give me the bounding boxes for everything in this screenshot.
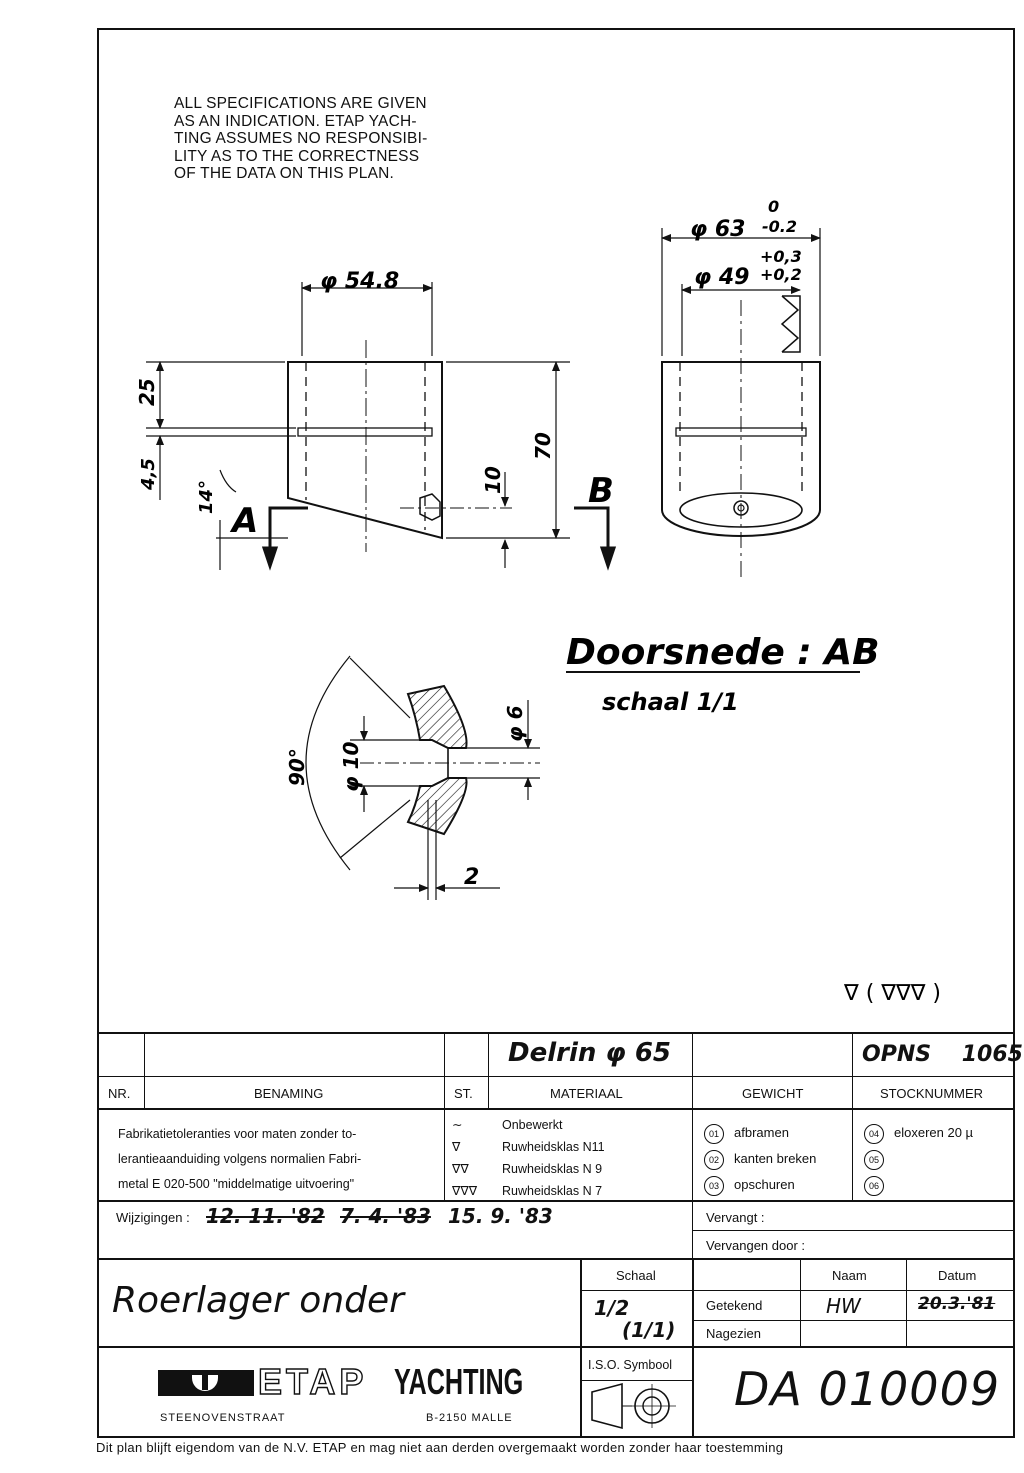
- wijziging-date-2: 7. 4. '83: [340, 1204, 431, 1228]
- dim-d63-upper: 0: [768, 197, 780, 216]
- section-scale: schaal 1/1: [602, 688, 739, 716]
- tolerance-note: Fabrikatietoleranties voor maten zonder to- lerantieaanduiding volgens normalien Fabri- metal E 020-500 "middelmatige uitvoering": [118, 1127, 362, 1191]
- vervangen-door-label: Vervangen door :: [706, 1238, 806, 1253]
- footer-notice: Dit plan blijft eigendom van de N.V. ETAP en mag niet aan derden overgemaakt worden zonder haar toestemming: [96, 1440, 784, 1455]
- dim-d54: φ 54.8: [320, 269, 400, 294]
- stock-value: OPNS 1065: [862, 1042, 1023, 1067]
- naam-label: Naam: [832, 1268, 867, 1283]
- header-nr: NR.: [108, 1086, 131, 1101]
- etap-wordmark: ETAP: [258, 1361, 368, 1402]
- getekend-datum: 20.3.'81: [918, 1294, 996, 1314]
- dim-h70: 70: [531, 432, 555, 460]
- section-label-a: A: [232, 501, 259, 541]
- side-view: [288, 340, 512, 552]
- schaal-value-2: (1/1): [622, 1318, 676, 1342]
- vervangt-label: Vervangt :: [706, 1210, 765, 1225]
- section-label-b: B: [588, 471, 614, 511]
- disclaimer-text: ALL SPECIFICATIONS ARE GIVEN AS AN INDICATION. ETAP YACH- TING ASSUMES NO RESPONSIBI- LITY AS TO THE CORRECTNESS OF THE DATA ON THIS PLAN.: [174, 95, 428, 182]
- dim-h45: 4,5: [138, 458, 159, 490]
- etap-logo-mark: [158, 1370, 254, 1396]
- datum-label: Datum: [938, 1268, 977, 1283]
- schaal-label: Schaal: [616, 1268, 656, 1283]
- dim-w2: 2: [464, 865, 480, 890]
- wijziging-date-1: 12. 11. '82: [206, 1204, 325, 1228]
- part-name: Roerlager onder: [112, 1280, 404, 1321]
- company-street: STEENOVENSTRAAT: [160, 1412, 286, 1424]
- header-st: ST.: [454, 1086, 473, 1101]
- schaal-value-1: 1/2: [594, 1296, 630, 1320]
- dim-d49: φ 49: [694, 265, 750, 290]
- drawing-number: DA 010009: [734, 1362, 1001, 1416]
- dim-h10: 10: [481, 466, 505, 494]
- iso-projection-icon: [588, 1382, 684, 1432]
- dim-d63-lower: -0.2: [762, 217, 797, 236]
- treatments-list-a: 01 afbramen 02 kanten breken 03 opschuren: [704, 1120, 816, 1198]
- header-materiaal: MATERIAAL: [550, 1086, 623, 1101]
- end-view: [662, 296, 820, 578]
- treatments-list-b: 04 eloxeren 20 µ 05 06: [864, 1120, 973, 1198]
- dim-d49-upper: +0,3: [760, 247, 802, 266]
- yachting-wordmark: YACHTING: [394, 1361, 524, 1402]
- dim-d6: φ 6: [503, 705, 527, 742]
- iso-label: I.S.O. Symbool: [588, 1358, 673, 1372]
- wijzigingen-label: Wijzigingen :: [116, 1210, 190, 1225]
- getekend-naam: HW: [826, 1294, 861, 1318]
- material-value: Delrin φ 65: [508, 1038, 671, 1068]
- dim-angle14: 14°: [196, 479, 217, 514]
- section-title: Doorsnede : AB: [566, 632, 880, 673]
- dim-d10: φ 10: [339, 741, 363, 792]
- etap-logo: [158, 1361, 524, 1402]
- dim-d49-lower: +0,2: [760, 265, 802, 284]
- roughness-list: ∼ Onbewerkt ∇ Ruwheidsklas N11 ∇∇ Ruwheidsklas N 9 ∇∇∇ Ruwheidsklas N 7: [452, 1118, 605, 1198]
- getekend-label: Getekend: [706, 1298, 763, 1313]
- dim-angle90: 90°: [285, 748, 309, 786]
- dim-h25: 25: [135, 378, 159, 406]
- company-city: B-2150 MALLE: [426, 1412, 513, 1424]
- header-benaming: BENAMING: [254, 1086, 324, 1101]
- nagezien-label: Nagezien: [706, 1326, 761, 1341]
- surface-symbol: ∇ ( ∇∇∇ ): [844, 981, 942, 1006]
- dim-d63: φ 63: [690, 217, 746, 242]
- wijziging-date-3: 15. 9. '83: [448, 1204, 553, 1228]
- header-stocknummer: STOCKNUMMER: [880, 1086, 984, 1101]
- header-gewicht: GEWICHT: [742, 1086, 804, 1101]
